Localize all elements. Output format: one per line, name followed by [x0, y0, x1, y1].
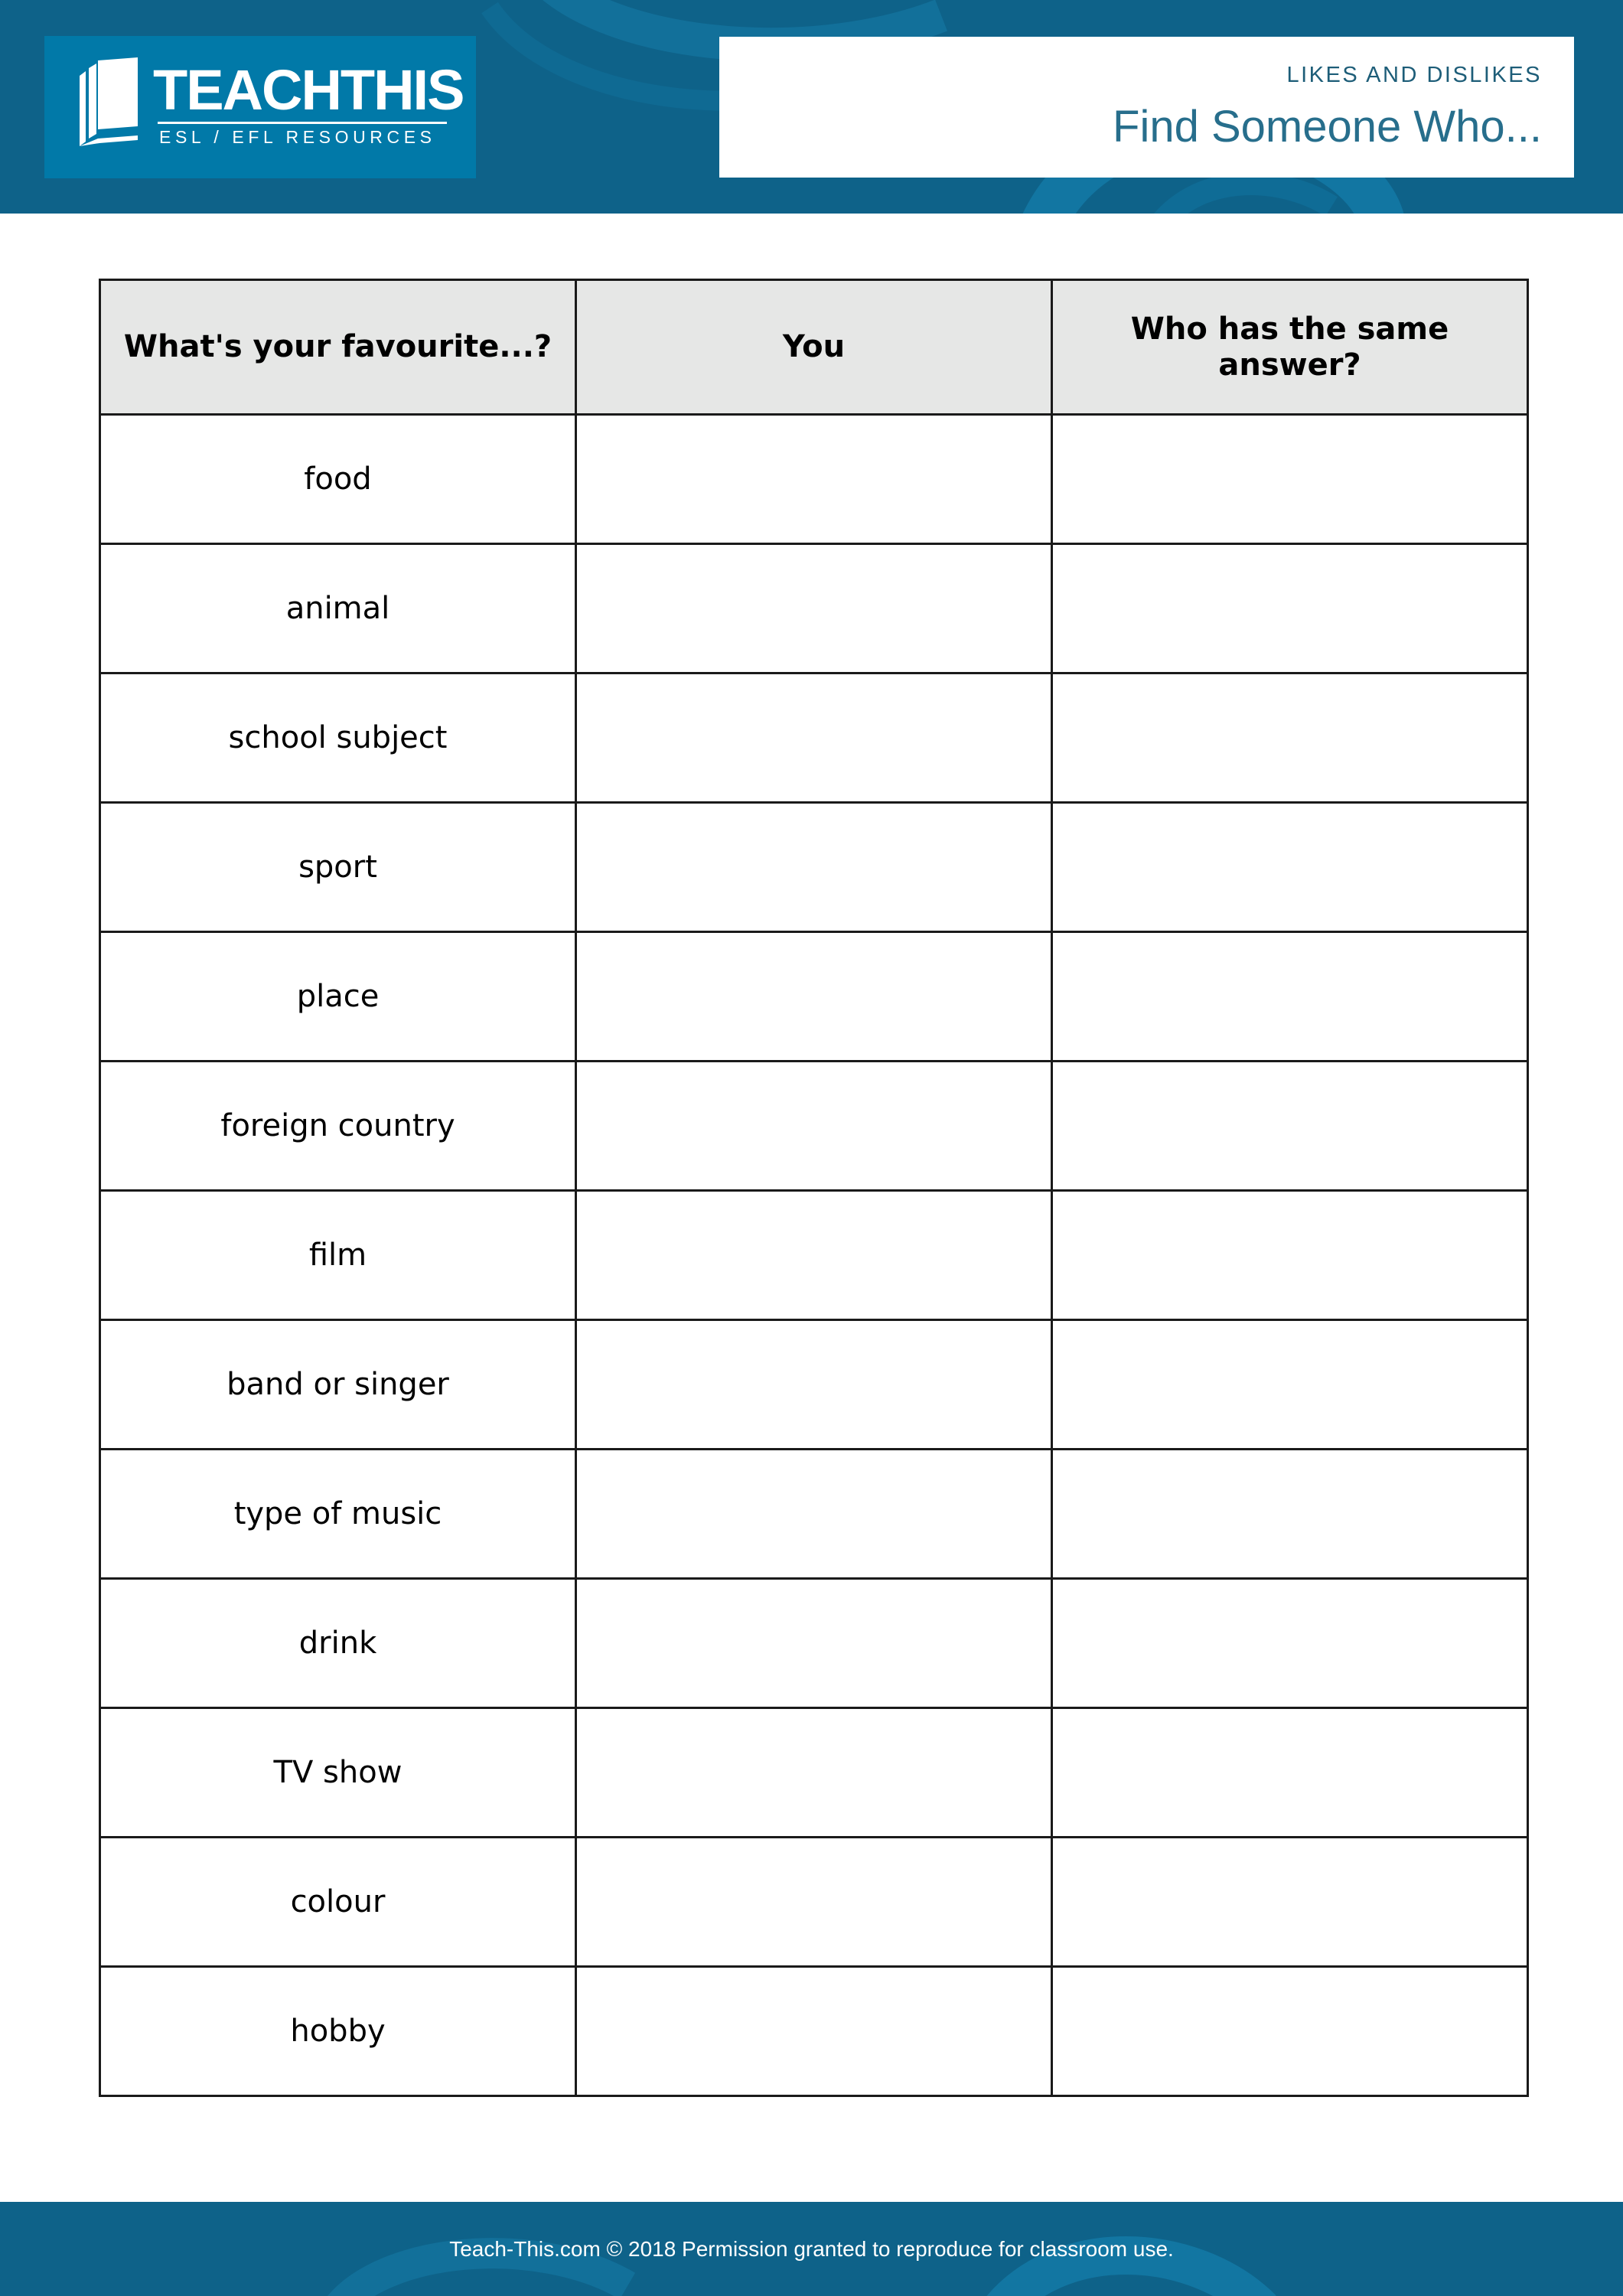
topic-cell: sport — [100, 803, 576, 932]
header-banner — [0, 0, 1623, 214]
you-answer-cell[interactable] — [576, 1967, 1052, 2096]
same-answer-cell[interactable] — [1052, 1838, 1528, 1967]
topic-cell: TV show — [100, 1708, 576, 1838]
you-answer-cell[interactable] — [576, 415, 1052, 544]
you-answer-cell[interactable] — [576, 1191, 1052, 1320]
table-row — [100, 1062, 1528, 1191]
column-header-you: You — [576, 280, 1052, 415]
you-answer-cell[interactable] — [576, 544, 1052, 673]
same-answer-cell[interactable] — [1052, 673, 1528, 803]
table-row — [100, 544, 1528, 673]
topic-cell: school subject — [100, 673, 576, 803]
activity-table — [99, 279, 1529, 2097]
column-header-favourite: What's your favourite...? — [100, 280, 576, 415]
you-answer-cell[interactable] — [576, 932, 1052, 1062]
topic-cell: drink — [100, 1579, 576, 1708]
table-row — [100, 673, 1528, 803]
topic-cell: band or singer — [100, 1320, 576, 1450]
table-header-row — [100, 280, 1528, 415]
worksheet-category: LIKES AND DISLIKES — [1286, 63, 1542, 87]
topic-cell: colour — [100, 1838, 576, 1967]
same-answer-cell[interactable] — [1052, 415, 1528, 544]
topic-cell: animal — [100, 544, 576, 673]
you-answer-cell[interactable] — [576, 1062, 1052, 1191]
you-answer-cell[interactable] — [576, 673, 1052, 803]
you-answer-cell[interactable] — [576, 1838, 1052, 1967]
same-answer-cell[interactable] — [1052, 803, 1528, 932]
column-header-same-answer: Who has the same answer? — [1052, 280, 1528, 415]
topic-cell: type of music — [100, 1450, 576, 1579]
same-answer-cell[interactable] — [1052, 1579, 1528, 1708]
same-answer-cell[interactable] — [1052, 1967, 1528, 2096]
you-answer-cell[interactable] — [576, 1450, 1052, 1579]
table-row — [100, 1320, 1528, 1450]
brand-divider — [158, 122, 447, 124]
same-answer-cell[interactable] — [1052, 544, 1528, 673]
you-answer-cell[interactable] — [576, 1708, 1052, 1838]
brand-name: TEACHTHIS — [153, 58, 464, 122]
table-row — [100, 1708, 1528, 1838]
same-answer-cell[interactable] — [1052, 1320, 1528, 1450]
footer-banner — [0, 2202, 1623, 2296]
table-row — [100, 415, 1528, 544]
table-row — [100, 1838, 1528, 1967]
table-row — [100, 803, 1528, 932]
topic-cell: hobby — [100, 1967, 576, 2096]
topic-cell: food — [100, 415, 576, 544]
brand-logo — [44, 36, 476, 178]
you-answer-cell[interactable] — [576, 1320, 1052, 1450]
brand-tagline: ESL / EFL RESOURCES — [159, 127, 436, 147]
topic-cell: place — [100, 932, 576, 1062]
same-answer-cell[interactable] — [1052, 1191, 1528, 1320]
table-row — [100, 1450, 1528, 1579]
table-row — [100, 1967, 1528, 2096]
same-answer-cell[interactable] — [1052, 1450, 1528, 1579]
same-answer-cell[interactable] — [1052, 1708, 1528, 1838]
table-row — [100, 1579, 1528, 1708]
you-answer-cell[interactable] — [576, 1579, 1052, 1708]
you-answer-cell[interactable] — [576, 803, 1052, 932]
copyright-notice: Teach-This.com © 2018 Permission granted to reproduce for classroom use. — [449, 2236, 1174, 2261]
table-row — [100, 1191, 1528, 1320]
table-row — [100, 932, 1528, 1062]
book-icon — [75, 56, 145, 148]
topic-cell: foreign country — [100, 1062, 576, 1191]
title-panel — [719, 37, 1574, 178]
same-answer-cell[interactable] — [1052, 932, 1528, 1062]
topic-cell: film — [100, 1191, 576, 1320]
worksheet-title: Find Someone Who... — [1113, 102, 1542, 152]
same-answer-cell[interactable] — [1052, 1062, 1528, 1191]
